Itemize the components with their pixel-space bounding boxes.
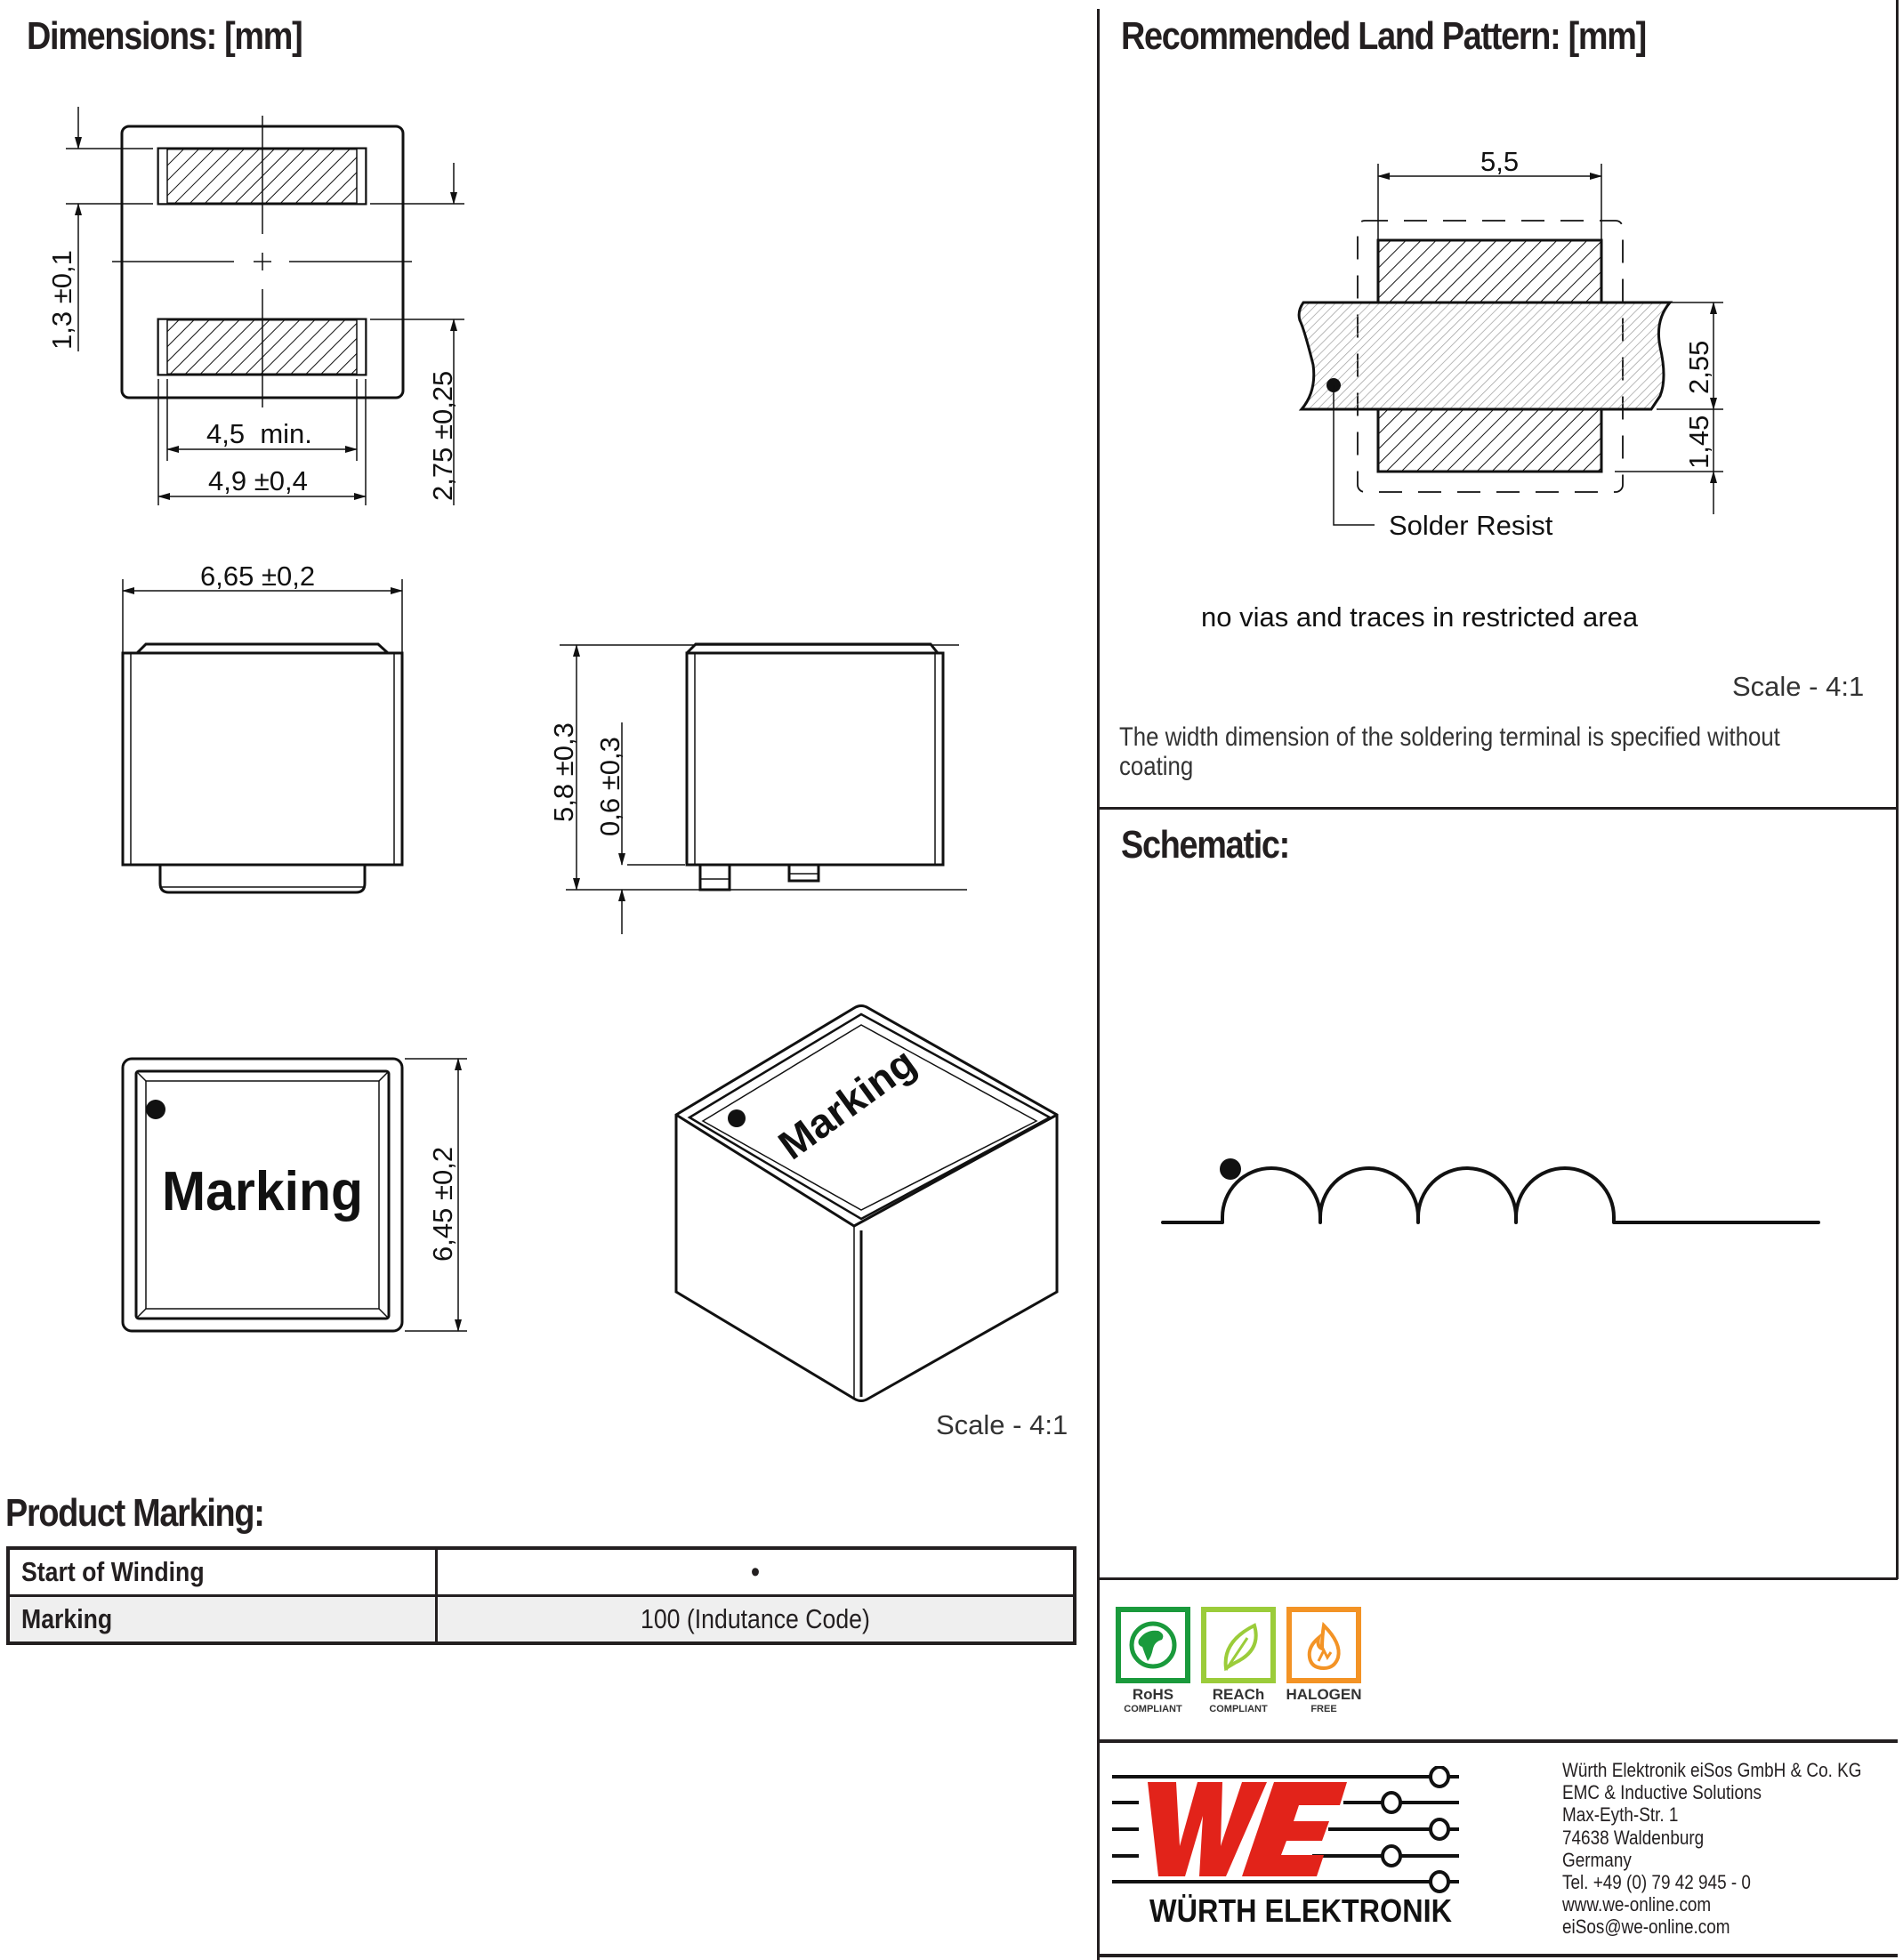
address-line-country: Germany	[1562, 1848, 1632, 1871]
dimensions-scale-label: Scale - 4:1	[936, 1409, 1068, 1440]
land-pattern-title: Recommended Land Pattern: [mm]	[1121, 14, 1646, 58]
address-line-website[interactable]: www.we-online.com	[1562, 1893, 1712, 1916]
badge-rohs-subtitle: COMPLIANT	[1124, 1704, 1182, 1714]
dimensions-title: Dimensions: [mm]	[27, 14, 302, 58]
table-row	[8, 1548, 1075, 1596]
restriction-note: no vias and traces in restricted area	[1201, 601, 1639, 633]
inductor-coil	[1163, 1168, 1818, 1222]
dim-length: 6,45 ±0,2	[427, 1146, 458, 1262]
top-view-marking-text: Marking	[162, 1161, 363, 1222]
address-line-email[interactable]: eiSos@we-online.com	[1562, 1916, 1730, 1939]
address-line-street: Max-Eyth-Str. 1	[1562, 1803, 1679, 1827]
row-key-marking: Marking	[21, 1603, 113, 1634]
logo-wordmark: WÜRTH ELEKTRONIK	[1149, 1892, 1452, 1929]
product-marking-table	[6, 1546, 1076, 1645]
table-row	[8, 1596, 1075, 1644]
company-address	[1562, 1759, 1861, 1939]
iso-view-marking-text: Marking	[770, 1038, 924, 1169]
badge-reach-title: REACh	[1212, 1686, 1265, 1703]
divider-badges-logo	[1099, 1739, 1898, 1743]
dim-terminal-spacing: 2,75 ±0,25	[427, 370, 458, 501]
divider-schematic-badges	[1099, 1577, 1898, 1580]
dim-terminal-width: 4,9 ±0,4	[208, 465, 308, 496]
row-key-start-of-winding: Start of Winding	[21, 1556, 205, 1587]
frame-bottom-border	[1099, 1954, 1898, 1957]
wurth-elektronik-logo	[1110, 1766, 1466, 1944]
dim-width: 6,65 ±0,2	[200, 561, 316, 592]
compliance-badges	[1112, 1606, 1379, 1722]
badge-rohs-title: RoHS	[1132, 1686, 1174, 1703]
badge-rohs	[1118, 1609, 1188, 1714]
badge-halogen	[1286, 1609, 1362, 1714]
row-value-start-of-winding: •	[750, 1554, 761, 1589]
frame-right-border	[1896, 0, 1899, 1579]
dim-terminal-length: 1,3 ±0,1	[46, 250, 77, 350]
land-pattern-footnote: The width dimension of the soldering terminal is specified without coating	[1119, 722, 1780, 781]
start-of-winding-dot	[1220, 1158, 1241, 1180]
address-line-phone: Tel. +49 (0) 79 42 945 - 0	[1562, 1871, 1751, 1894]
address-line-division: EMC & Inductive Solutions	[1562, 1781, 1762, 1804]
land-dim-pad-width: 5,5	[1480, 146, 1520, 177]
land-dim-gap: 2,55	[1683, 340, 1714, 394]
front-view	[123, 579, 402, 892]
row-value-marking: 100 (Indutance Code)	[641, 1603, 870, 1634]
dimension-drawings	[0, 0, 1097, 1459]
land-pattern-scale-label: Scale - 4:1	[1732, 671, 1865, 702]
we-mark-icon	[1148, 1782, 1347, 1876]
badge-halogen-title: HALOGEN	[1286, 1686, 1362, 1703]
dim-standoff: 0,6 ±0,3	[594, 737, 625, 836]
solder-resist-label: Solder Resist	[1389, 510, 1553, 541]
schematic-title: Schematic:	[1121, 823, 1289, 867]
address-line-company: Würth Elektronik eiSos GmbH & Co. KG	[1562, 1759, 1862, 1781]
address-line-city: 74638 Waldenburg	[1562, 1826, 1705, 1849]
land-pattern-drawing	[1100, 0, 1896, 623]
badge-halogen-subtitle: FREE	[1310, 1704, 1337, 1714]
product-marking-title: Product Marking:	[5, 1491, 264, 1535]
land-dim-pad-length: 1,45	[1683, 415, 1714, 469]
dim-height: 5,8 ±0,3	[548, 722, 579, 822]
schematic-symbol	[1100, 810, 1896, 1575]
badge-reach	[1204, 1609, 1273, 1714]
badge-reach-subtitle: COMPLIANT	[1209, 1704, 1268, 1714]
dim-terminal-width-min: 4,5 min.	[206, 418, 312, 449]
